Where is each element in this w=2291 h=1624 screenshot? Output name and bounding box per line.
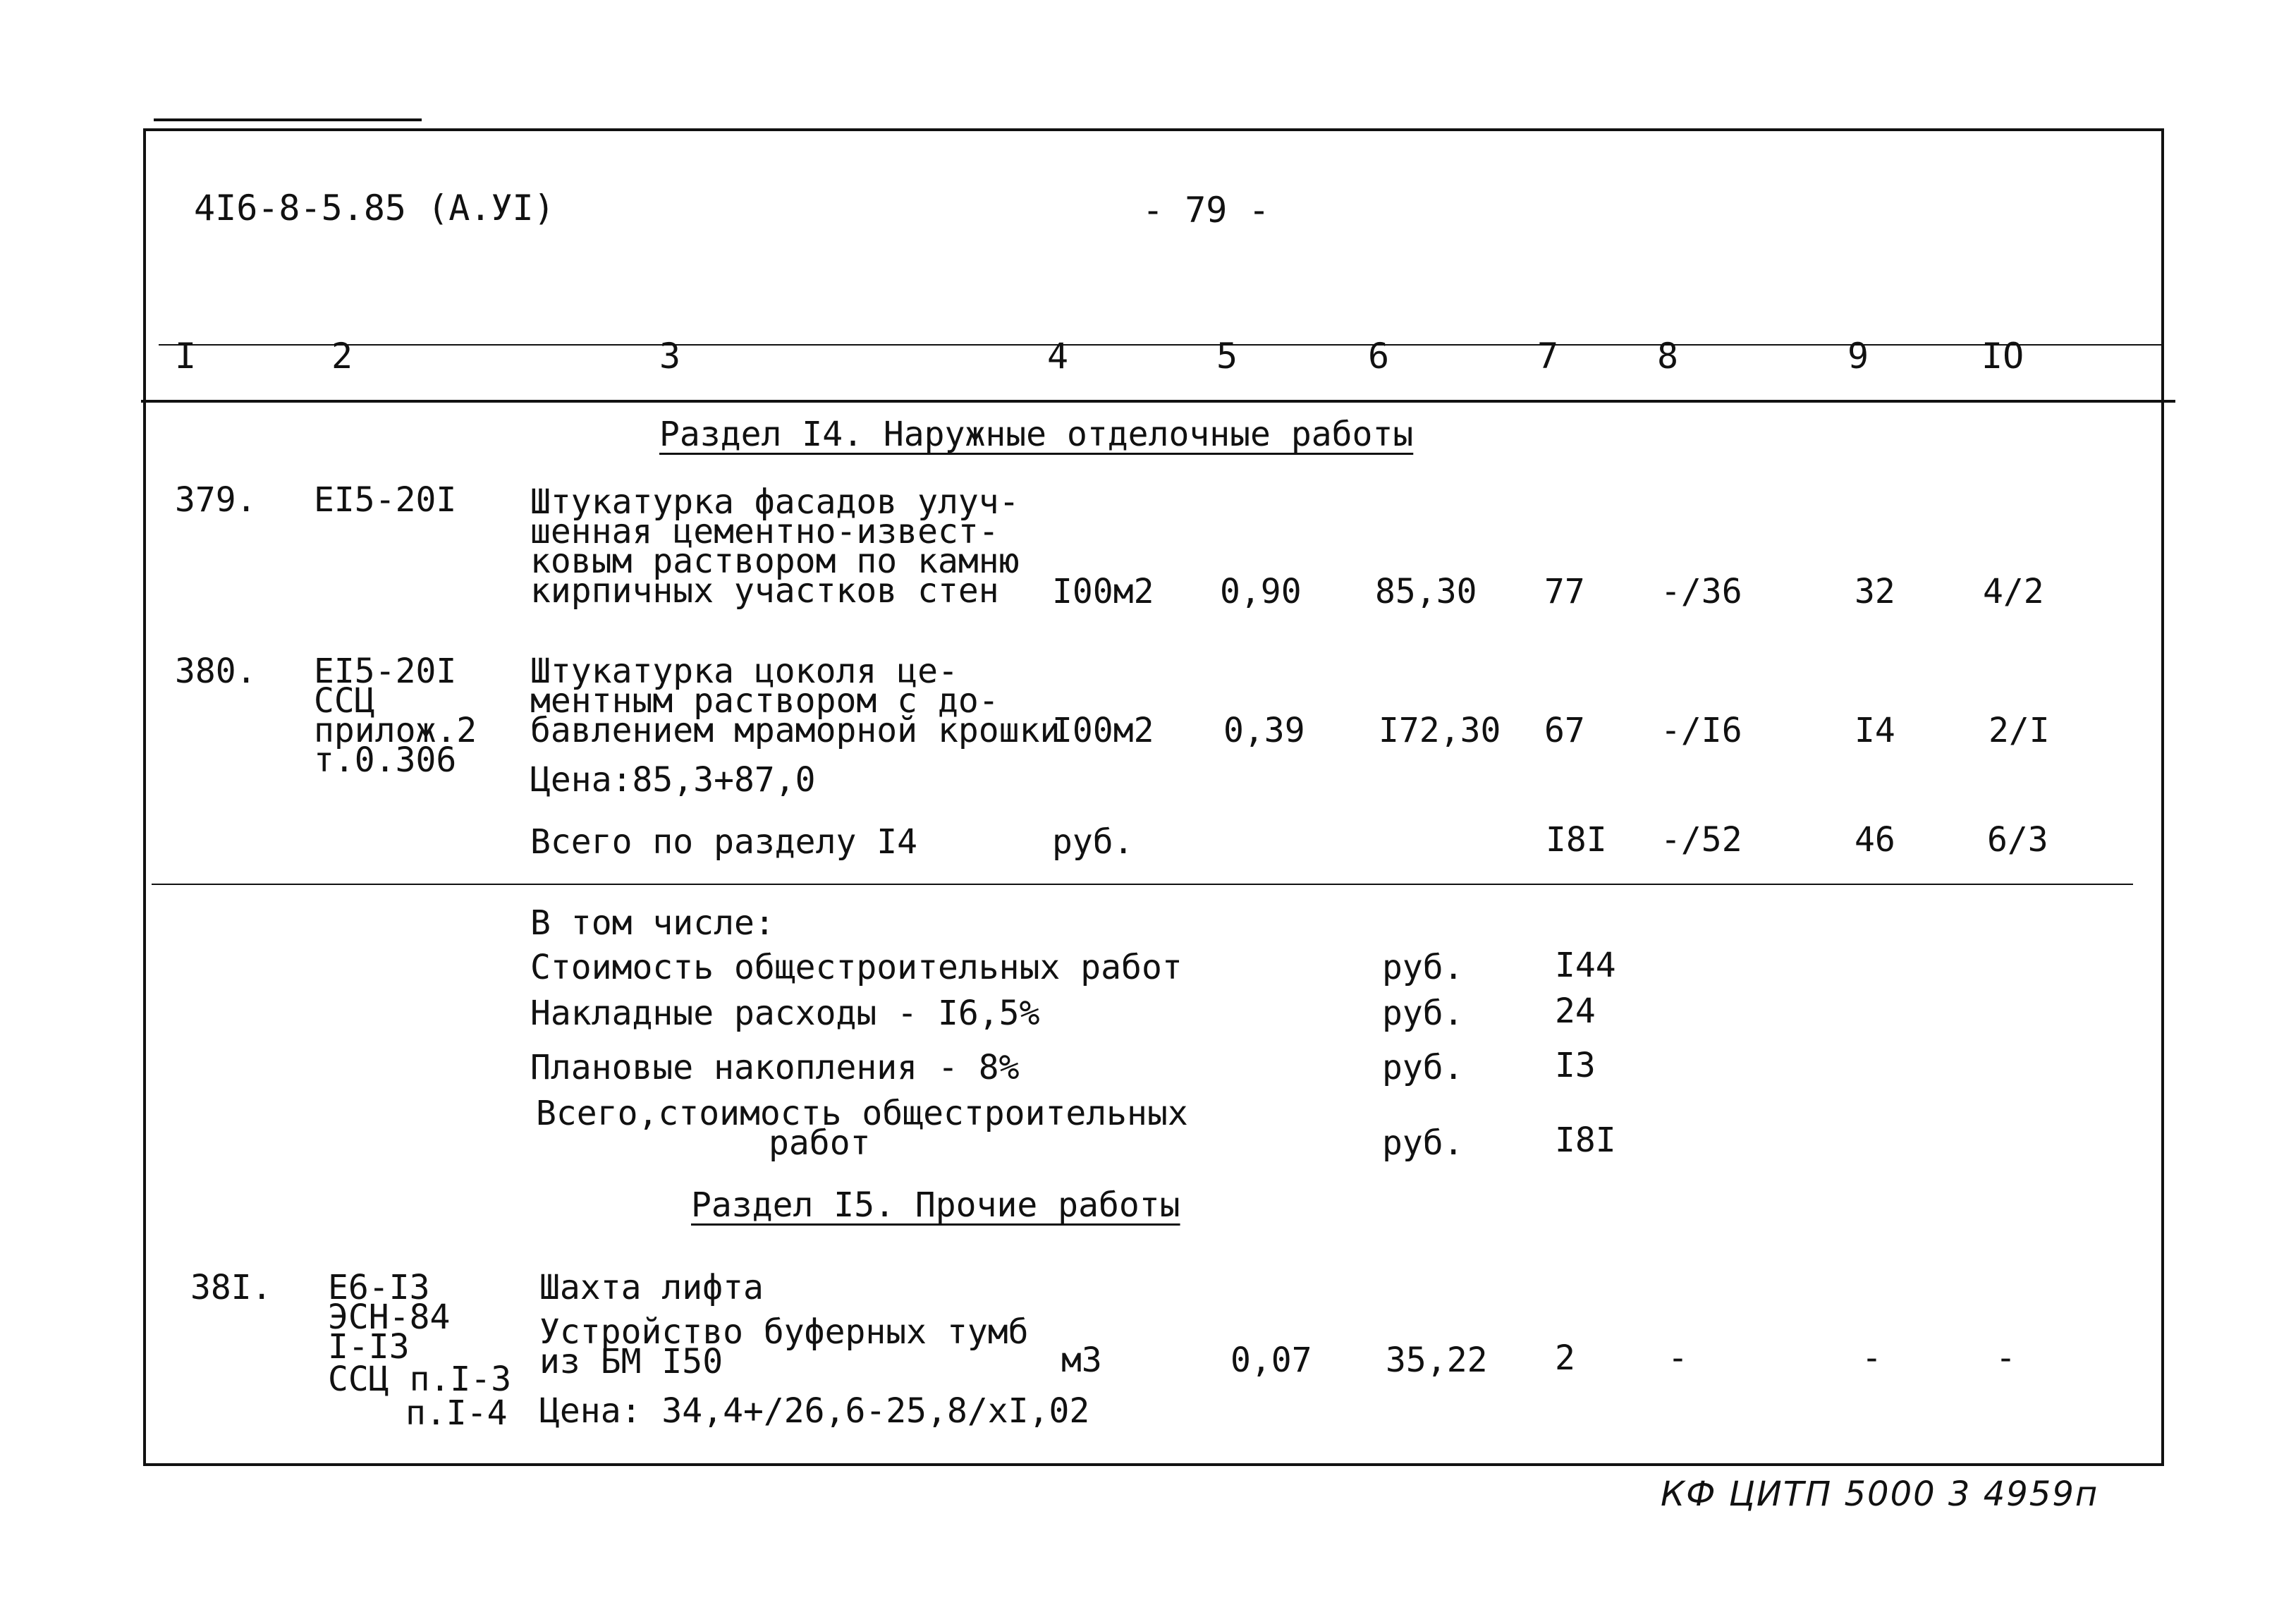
row-379-desc-4: кирпичных участков стен [530,571,999,611]
breakdown-item-2-label: Накладные расходы - I6,5% [530,994,1040,1033]
row-381-price: 35,22 [1386,1341,1488,1380]
row-381-desc-1: Устройство буферных тумб [539,1312,1029,1352]
row-379-number: 379. [175,480,257,520]
row-379-col8: -/36 [1661,572,1742,611]
breakdown-item-1-label: Стоимость общестроительных работ [530,948,1183,987]
archive-stamp: КФ ЦИТП 5000 3 4959п [1661,1475,2099,1514]
section-14-divider [152,884,2133,885]
section-15-title: Раздел I5. Прочие работы [691,1185,1180,1225]
page-number: - 79 - [1142,190,1270,231]
row-379-col9: 32 [1855,572,1895,611]
row-379-desc-1: Штукатурка фасадов улуч- [530,482,1020,522]
col-num-9: 9 [1847,336,1869,377]
row-379-col10: 4/2 [1983,572,2044,611]
col-num-10: IO [1981,336,2024,377]
row-381-code-5: п.I-4 [405,1393,508,1433]
breakdown-total-label-2: работ [769,1123,871,1163]
breakdown-item-2-value: 24 [1555,991,1596,1031]
row-379-qty: 0,90 [1220,572,1302,611]
section-14-total-col10: 6/3 [1987,820,2048,860]
breakdown-total-unit: руб. [1382,1123,1464,1163]
section-14-total-col8: -/52 [1661,820,1742,860]
section-14-title: Раздел I4. Наружные отделочные работы [659,415,1414,454]
row-381-code-3: I-I3 [328,1327,410,1367]
document-code: 4I6-8-5.85 (А.УI) [194,188,555,228]
row-381-price-note: Цена: 34,4+/26,6-25,8/xI,02 [539,1391,1090,1431]
row-379-desc-3: ковым раствором по камню [530,542,1020,581]
col-num-1: I [175,336,197,377]
breakdown-item-1-unit: руб. [1382,948,1464,987]
row-381-number: 38I. [190,1268,272,1307]
breakdown-item-3-label: Плановые накопления - 8% [530,1048,1020,1087]
row-380-code-4: т.0.306 [314,740,457,780]
row-379-desc-2: шенная цементно-извест- [530,512,999,551]
section-14-total-col9: 46 [1855,820,1895,860]
row-379-price: 85,30 [1375,572,1477,611]
row-380-col9: I4 [1855,711,1895,750]
breakdown-item-1-value: I44 [1555,946,1616,985]
row-379-code: EI5-20I [314,480,457,520]
row-381-desc-2: из БМ I50 [539,1342,723,1381]
row-380-col7: 67 [1544,711,1585,750]
row-380-desc-3: бавлением мраморной крошки [530,711,1061,750]
breakdown-item-3-value: I3 [1555,1046,1596,1085]
row-381-col10: - [1996,1338,2016,1378]
row-380-number: 380. [175,652,257,691]
row-381-qty: 0,07 [1230,1341,1312,1380]
top-scan-mark [154,118,422,121]
row-381-desc-title: Шахта лифта [539,1268,764,1307]
col-num-5: 5 [1216,336,1238,377]
col-num-6: 6 [1368,336,1390,377]
section-14-total-label: Всего по разделу I4 [530,822,918,862]
row-381-col9: - [1862,1338,1882,1378]
row-381-code-2: ЭСН-84 [328,1298,451,1337]
row-380-price-note: Цена:85,3+87,0 [530,760,816,800]
row-380-desc-2: ментным раствором с до- [530,681,999,721]
col-num-8: 8 [1657,336,1679,377]
row-379-unit: I00м2 [1052,572,1154,611]
row-380-col8: -/I6 [1661,711,1742,750]
row-381-unit: м3 [1061,1341,1102,1380]
col-num-2: 2 [331,336,353,377]
row-380-price: I72,30 [1379,711,1501,750]
row-380-code-3: прилож.2 [314,711,477,750]
row-380-qty: 0,39 [1223,711,1305,750]
breakdown-item-3-unit: руб. [1382,1048,1464,1087]
row-380-code-1: EI5-20I [314,652,457,691]
col-num-4: 4 [1047,336,1069,377]
row-380-unit: I00м2 [1052,711,1154,750]
row-381-code-4: ССЦ п.I-3 [328,1360,512,1399]
breakdown-total-label-1: Всего,стоимость общестроительных [536,1094,1188,1133]
column-header-bottom-rule [141,400,2175,403]
breakdown-intro: В том числе: [530,903,775,943]
col-num-7: 7 [1537,336,1559,377]
row-380-col10: 2/I [1988,711,2050,750]
section-14-total-col7: I8I [1546,820,1607,860]
row-381-col8: - [1668,1338,1688,1378]
breakdown-total-value: I8I [1555,1121,1616,1160]
row-380-code-2: ССЦ [314,681,375,721]
row-381-code-1: Е6-I3 [328,1268,430,1307]
row-381-col7: 2 [1555,1338,1575,1378]
row-379-col7: 77 [1544,572,1585,611]
page-frame [143,128,2164,1466]
col-num-3: 3 [659,336,681,377]
row-380-desc-1: Штукатурка цоколя це- [530,652,958,691]
section-14-total-unit: руб. [1052,822,1134,862]
breakdown-item-2-unit: руб. [1382,994,1464,1033]
